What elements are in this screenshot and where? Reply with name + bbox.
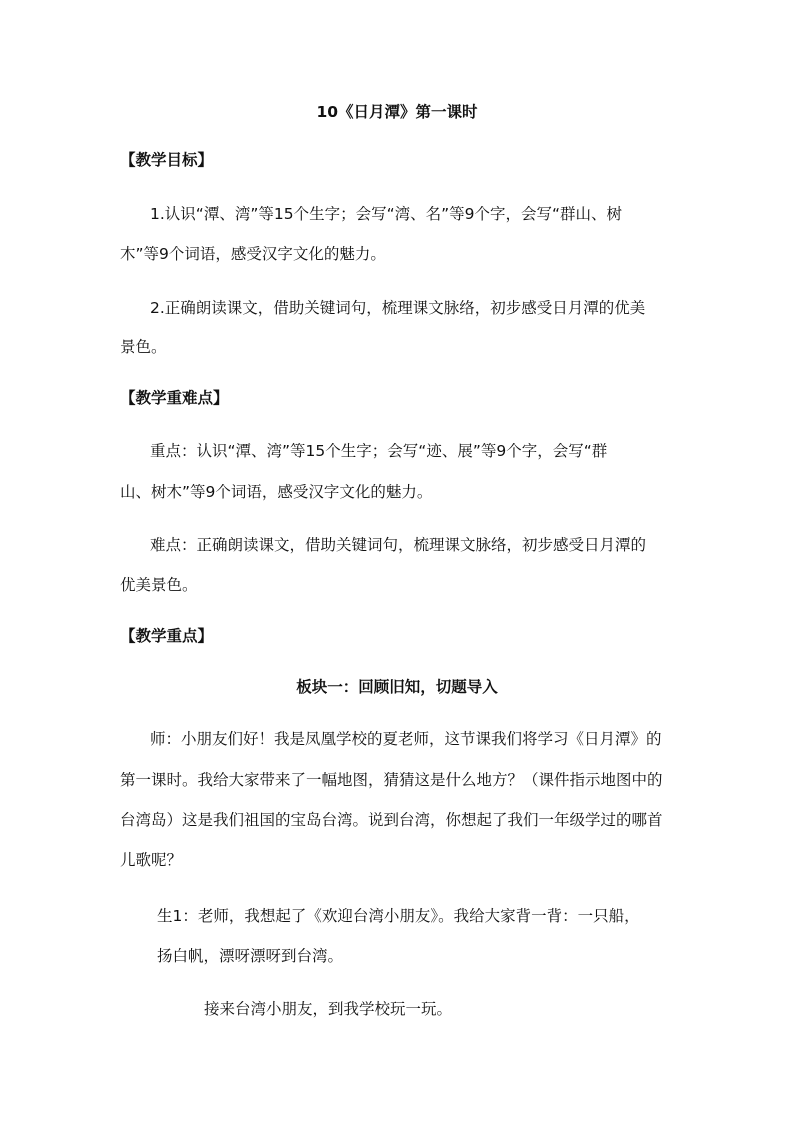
teacher-paragraph-line-2: 第一课时。我给大家带来了一幅地图，猜猜这是什么地方？（课件指示地图中的 bbox=[120, 771, 663, 789]
document-title: 10《日月潭》第一课时 bbox=[316, 103, 478, 121]
difficulty-line-2: 优美景色。 bbox=[120, 576, 198, 594]
key-point-line-2: 山、树木”等9个词语，感受汉字文化的魅力。 bbox=[120, 483, 433, 501]
section-heading-focus: 【教学重点】 bbox=[120, 627, 214, 645]
objective-1-line-1: 1.认识“潭、湾”等15个生字；会写“湾、名”等9个字，会写“群山、树 bbox=[150, 205, 623, 223]
section-heading-objectives: 【教学目标】 bbox=[120, 151, 214, 169]
objective-2-line-1: 2.正确朗读课文，借助关键词句，梳理课文脉络，初步感受日月潭的优美 bbox=[150, 299, 646, 317]
teacher-paragraph-line-1: 师：小朋友们好！我是凤凰学校的夏老师，这节课我们将学习《日月潭》的 bbox=[150, 730, 662, 748]
difficulty-line-1: 难点：正确朗读课文，借助关键词句，梳理课文脉络，初步感受日月潭的 bbox=[150, 536, 647, 554]
poem-line: 接来台湾小朋友，到我学校玩一玩。 bbox=[204, 1000, 453, 1018]
key-point-line-1: 重点：认识“潭、湾”等15个生字；会写“迹、展”等9个字，会写“群 bbox=[150, 442, 608, 460]
objective-2-line-2: 景色。 bbox=[120, 338, 167, 356]
teacher-paragraph-line-3: 台湾岛）这是我们祖国的宝岛台湾。说到台湾，你想起了我们一年级学过的哪首 bbox=[120, 811, 663, 829]
objective-1-line-2: 木”等9个词语，感受汉字文化的魅力。 bbox=[120, 245, 386, 263]
section-heading-key-points: 【教学重难点】 bbox=[120, 389, 229, 407]
block-one-title: 板块一：回顾旧知，切题导入 bbox=[296, 678, 498, 696]
teacher-paragraph-line-4: 儿歌呢？ bbox=[120, 851, 183, 869]
student-paragraph-line-2: 扬白帆，漂呀漂呀到台湾。 bbox=[157, 947, 344, 965]
student-paragraph-line-1: 生1：老师，我想起了《欢迎台湾小朋友》。我给大家背一背：一只船， bbox=[157, 907, 640, 925]
